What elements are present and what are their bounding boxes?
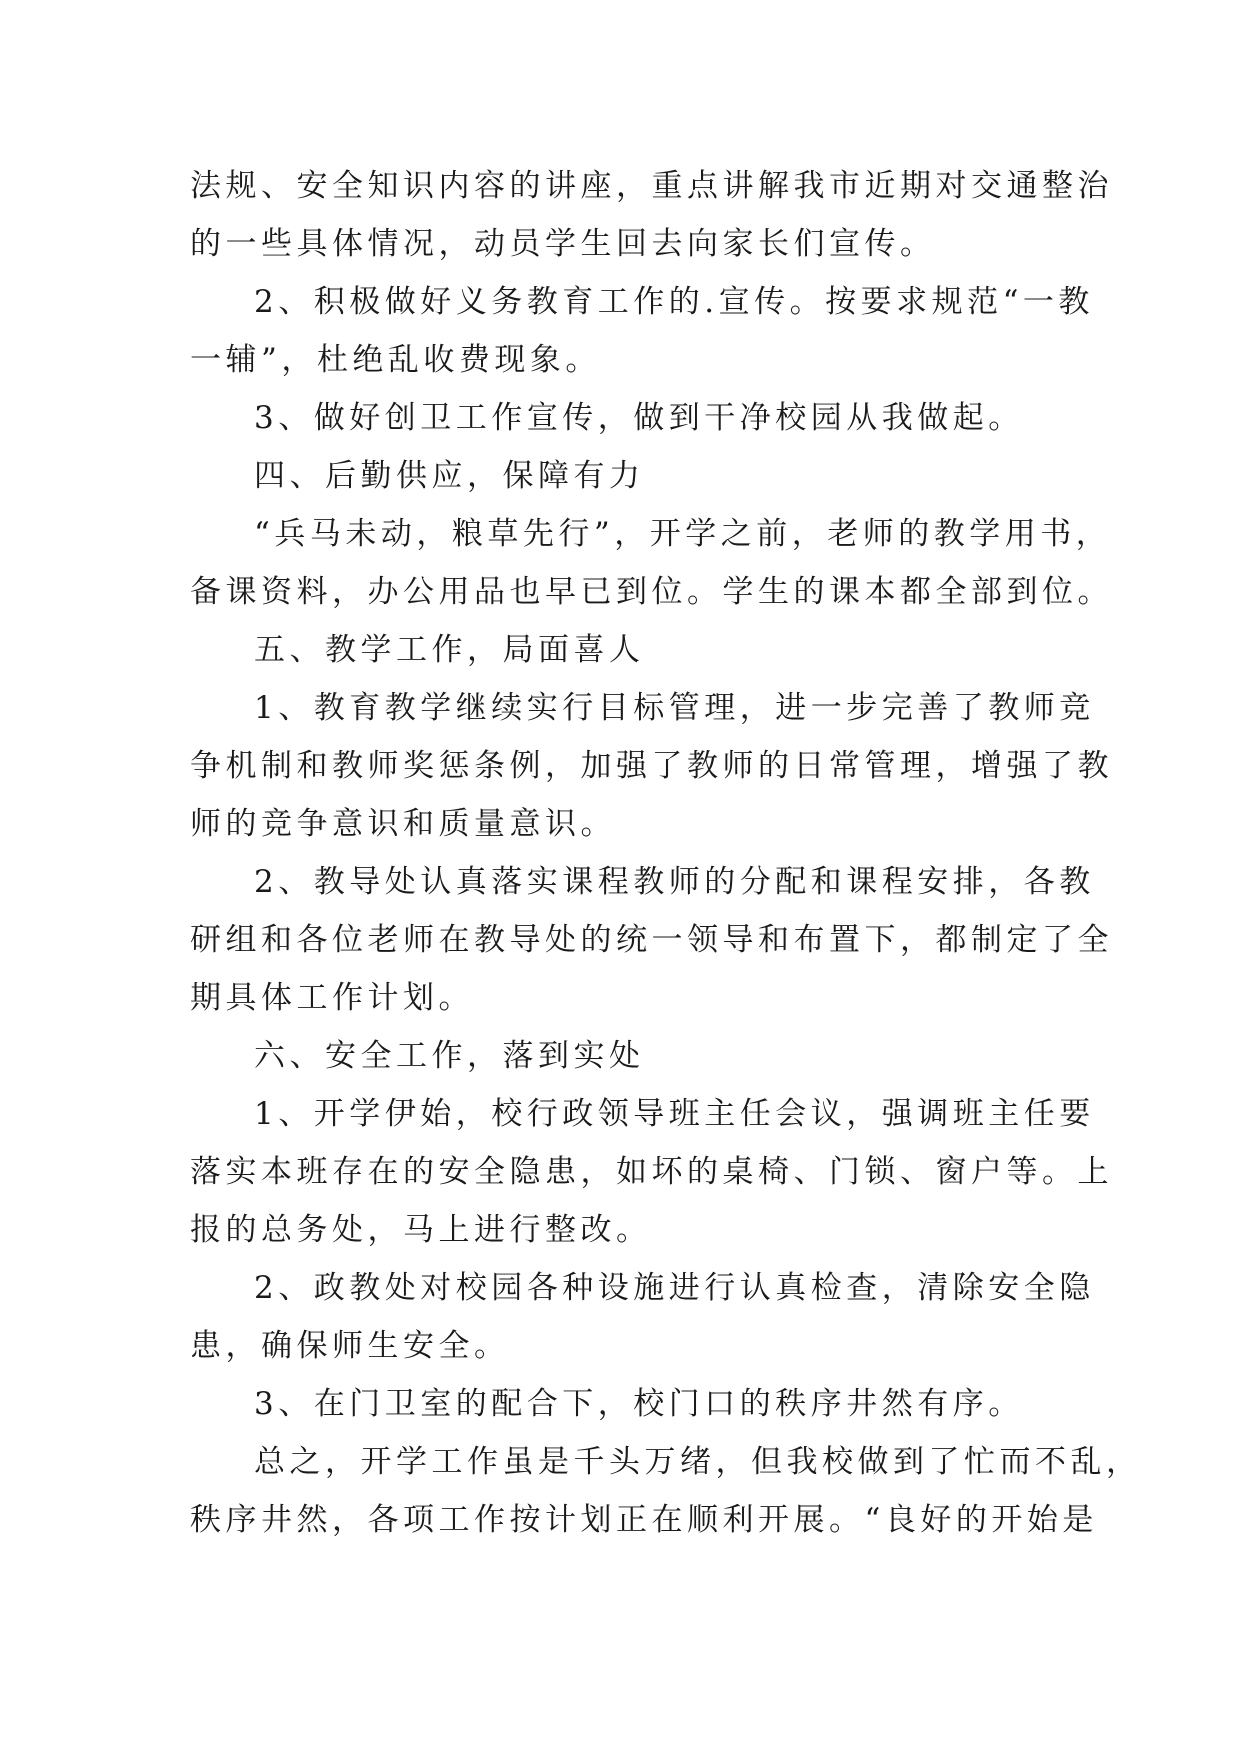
section-heading: 四、后勤供应，保障有力 [254,458,645,494]
text-line: 落实本班存在的安全隐患，如坏的桌椅、门锁、窗户等。上 [190,1154,1113,1190]
section-heading: 六、安全工作，落到实处 [254,1038,645,1074]
text-line: 的一些具体情况，动员学生回去向家长们宣传。 [190,226,936,262]
text-line: 3、在门卫室的配合下，校门口的秩序井然有序。 [254,1386,1024,1422]
text-line: 总之，开学工作虽是千头万绪，但我校做到了忙而不乱， [254,1444,1142,1480]
text-line: 师的竞争意识和质量意识。 [190,806,616,842]
text-line: 备课资料，办公用品也早已到位。学生的课本都全部到位。 [190,574,1113,610]
section-heading: 五、教学工作，局面喜人 [254,632,645,668]
text-line: 报的总务处，马上进行整改。 [190,1212,652,1248]
text-line: 1、教育教学继续实行目标管理，进一步完善了教师竞 [254,690,1095,726]
text-line: 患，确保师生安全。 [190,1328,510,1364]
text-line: 研组和各位老师在教导处的统一领导和布置下，都制定了全 [190,922,1113,958]
text-line: 2、积极做好义务教育工作的.宣传。按要求规范“一教 [254,284,1094,320]
text-line: 秩序井然，各项工作按计划正在顺利开展。“良好的开始是 [190,1502,1098,1538]
text-line: 2、政教处对校园各种设施进行认真检查，清除安全隐 [254,1270,1095,1306]
text-line: 2、教导处认真落实课程教师的分配和课程安排，各教 [254,864,1095,900]
text-line: 法规、安全知识内容的讲座，重点讲解我市近期对交通整治 [190,168,1113,204]
text-line: 一辅”，杜绝乱收费现象。 [190,342,601,378]
text-line: 期具体工作计划。 [190,980,474,1016]
text-line: 1、开学伊始，校行政领导班主任会议，强调班主任要 [254,1096,1095,1132]
text-line: 争机制和教师奖惩条例，加强了教师的日常管理，增强了教 [190,748,1113,784]
text-line: “兵马未动，粮草先行”，开学之前，老师的教学用书， [254,516,1112,552]
text-line: 3、做好创卫工作宣传，做到干净校园从我做起。 [254,400,1024,436]
body-text [190,157,1142,1549]
